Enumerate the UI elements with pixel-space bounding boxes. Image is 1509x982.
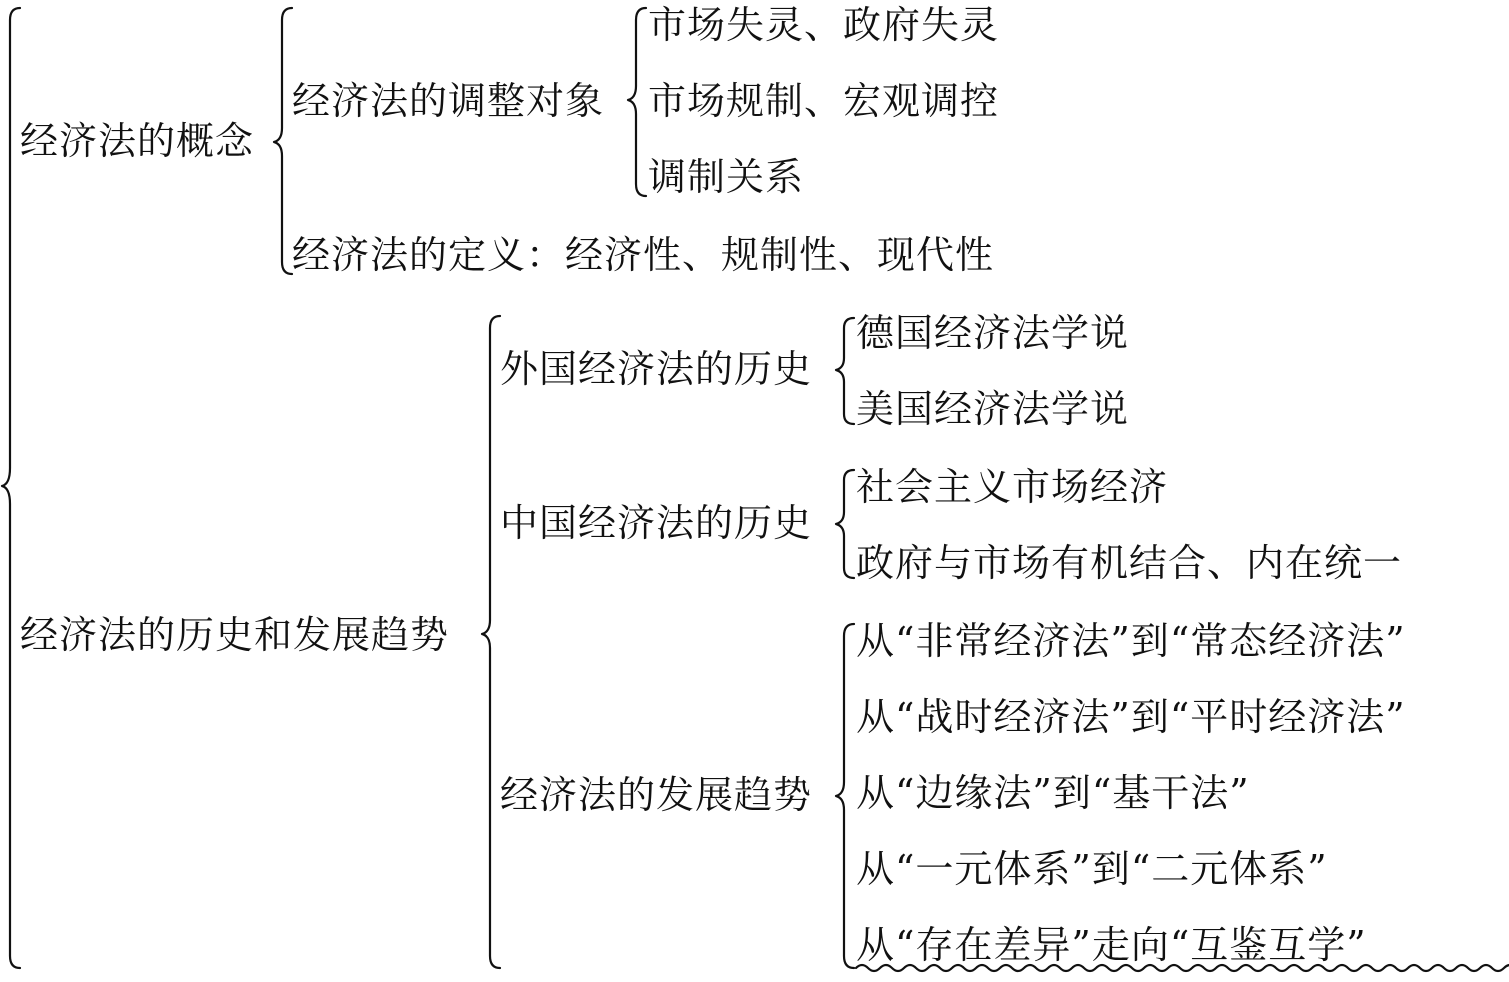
adjustment-object-bracket bbox=[628, 8, 646, 196]
adjustment-item: 调制关系 bbox=[648, 155, 805, 199]
root-bracket bbox=[2, 8, 20, 968]
china-history-node: 中国经济法的历史 bbox=[500, 501, 813, 545]
china-history-item: 政府与市场有机结合、内在统一 bbox=[856, 541, 1403, 585]
trend-item: 从“战时经济法”到“平时经济法” bbox=[856, 695, 1406, 739]
foreign-history-bracket bbox=[836, 318, 854, 424]
concept-node: 经济法的概念 bbox=[20, 119, 255, 163]
adjustment-object-node: 经济法的调整对象 bbox=[292, 79, 605, 123]
definition-node: 经济法的定义：经济性、规制性、现代性 bbox=[292, 233, 995, 277]
trends-bracket bbox=[836, 624, 854, 968]
history-trends-bracket bbox=[482, 316, 500, 968]
china-history-bracket bbox=[836, 470, 854, 578]
adjustment-item: 市场失灵、政府失灵 bbox=[648, 3, 1000, 47]
adjustment-item: 市场规制、宏观调控 bbox=[648, 79, 1000, 123]
foreign-history-item: 德国经济法学说 bbox=[856, 311, 1130, 355]
trend-item: 从“一元体系”到“二元体系” bbox=[856, 847, 1328, 891]
trend-item: 从“边缘法”到“基干法” bbox=[856, 771, 1250, 815]
foreign-history-node: 外国经济法的历史 bbox=[500, 347, 813, 391]
history-trends-node: 经济法的历史和发展趋势 bbox=[20, 613, 450, 657]
china-history-item: 社会主义市场经济 bbox=[856, 465, 1169, 509]
trend-item: 从“存在差异”走向“互鉴互学” bbox=[856, 923, 1367, 967]
trend-item: 从“非常经济法”到“常态经济法” bbox=[856, 619, 1406, 663]
trends-node: 经济法的发展趋势 bbox=[500, 773, 813, 817]
concept-bracket bbox=[274, 8, 292, 274]
foreign-history-item: 美国经济法学说 bbox=[856, 387, 1130, 431]
